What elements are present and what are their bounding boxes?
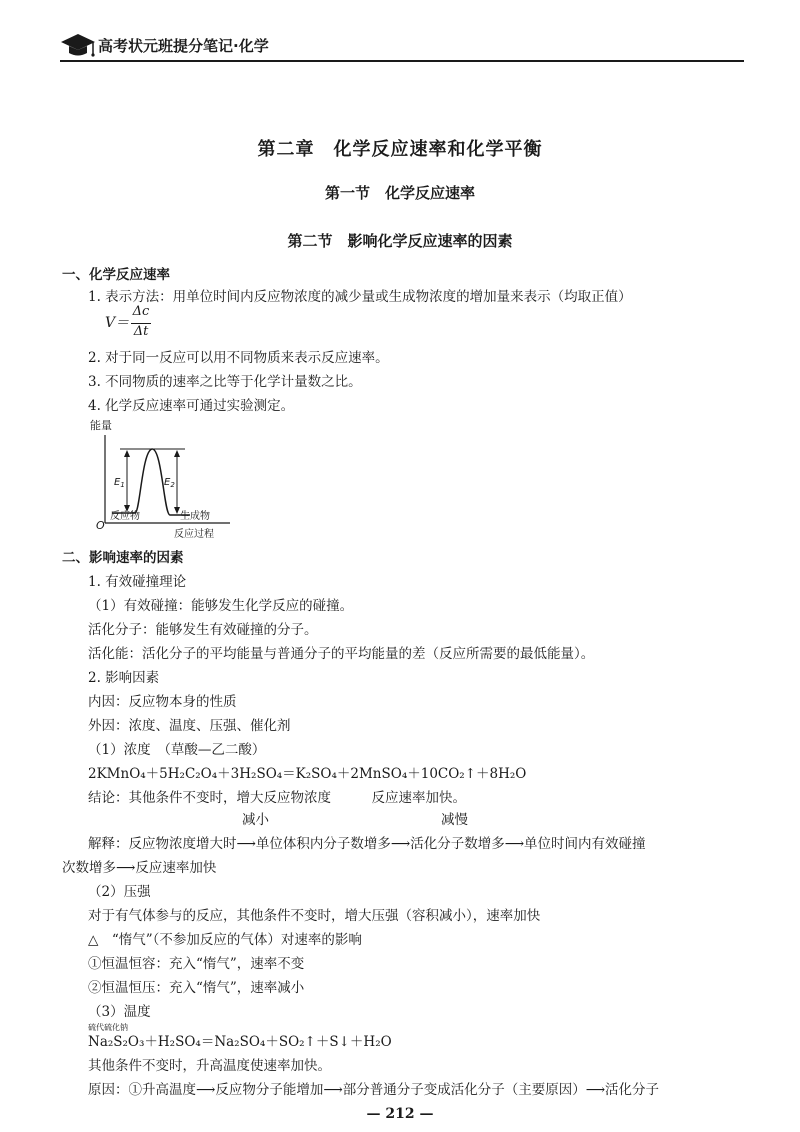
diagram-xlabel: 反应过程 <box>174 529 214 540</box>
part2-line5: 2. 影响因素 <box>88 670 160 686</box>
header-title: 高考状元班提分笔记·化学 <box>98 37 269 55</box>
part2-line11: 解释：反应物浓度增大时⟶单位体积内分子数增多⟶活化分子数增多⟶单位时间内有效碰撞 <box>88 836 646 852</box>
part2-line12: 次数增多⟶反应速率加快 <box>62 860 217 876</box>
part2-line15: △ “惰气”（不参加反应的气体）对速率的影响 <box>88 932 362 948</box>
section-1-title: 第一节 化学反应速率 <box>324 184 475 202</box>
equation-thiosulfate: Na₂S₂O₃＋H₂SO₄＝Na₂SO₄＋SO₂↑＋S↓＋H₂O <box>88 1034 392 1050</box>
part2-line14: 对于有气体参与的反应，其他条件不变时，增大压强（容积减小），速率加快 <box>88 908 541 924</box>
formula-denominator: Δt <box>133 324 149 339</box>
part2-line10b: 减慢 <box>441 812 468 828</box>
part2-line6: 内因：反应物本身的性质 <box>88 694 237 710</box>
e1-arrow-head-up <box>124 450 130 457</box>
part2-line1: 1. 有效碰撞理论 <box>88 574 187 590</box>
part2-line17: ②恒温恒压：充入“惰气”，速率减小 <box>88 980 305 996</box>
part1-item1: 1. 表示方法：用单位时间内反应物浓度的减少量或生成物浓度的增加量来表示（均取正值） <box>88 289 632 305</box>
part1-item2: 2. 对于同一反应可以用不同物质来表示反应速率。 <box>88 350 389 366</box>
rate-formula <box>105 304 150 339</box>
part2-line2: （1）有效碰撞：能够发生化学反应的碰撞。 <box>88 598 354 614</box>
page-number: — 212 — <box>366 1106 434 1122</box>
part2-line4: 活化能：活化分子的平均能量与普通分子的平均能量的差（反应所需要的最低能量）。 <box>88 646 595 662</box>
part1-item4: 4. 化学反应速率可通过实验测定。 <box>88 398 295 414</box>
part2-line8: （1）浓度 （草酸—乙二酸） <box>88 742 266 758</box>
equation-note: 硫代硫化钠 <box>88 1023 128 1032</box>
part2-line20: 原因：①升高温度⟶反应物分子能增加⟶部分普通分子变成活化分子（主要原因）⟶活化分子 <box>88 1082 660 1098</box>
part2-line18: （3）温度 <box>88 1004 151 1020</box>
energy-diagram <box>90 415 250 545</box>
e1-label: $E_1$ <box>114 477 125 489</box>
part2-line7: 外因：浓度、温度、压强、催化剂 <box>88 718 291 734</box>
chapter-title: 第二章 化学反应速率和化学平衡 <box>257 139 543 160</box>
equation-kmno4: 2KMnO₄＋5H₂C₂O₄＋3H₂SO₄＝K₂SO₄＋2MnSO₄＋10CO₂↑＋8H₂O <box>88 766 527 782</box>
part1-heading: 一、化学反应速率 <box>62 267 170 283</box>
part1-item3: 3. 不同物质的速率之比等于化学计量数之比。 <box>88 374 362 390</box>
header-rule <box>60 60 744 62</box>
part2-line13: （2）压强 <box>88 884 151 900</box>
e2-label: $E_2$ <box>164 477 175 489</box>
part2-line3: 活化分子：能够发生有效碰撞的分子。 <box>88 622 318 638</box>
part2-line19: 其他条件不变时，升高温度使速率加快。 <box>88 1058 331 1074</box>
part2-line10a: 减小 <box>242 812 269 828</box>
part2-heading: 二、影响速率的因素 <box>62 550 184 566</box>
product-label: 生成物 <box>180 511 210 522</box>
formula-lhs: V＝ <box>105 315 130 331</box>
graduation-cap-icon <box>60 32 96 58</box>
formula-numerator: Δc <box>132 304 150 319</box>
running-header <box>60 30 744 64</box>
e2-arrow-head-up <box>174 450 180 457</box>
part2-line16: ①恒温恒容：充入“惰气”，速率不变 <box>88 956 305 972</box>
part2-line9: 结论：其他条件不变时，增大反应物浓度 反应速率加快。 <box>88 790 466 806</box>
diagram-ylabel: 能量 <box>90 419 112 432</box>
diagram-origin: O <box>96 519 105 532</box>
reactant-label: 反应物 <box>110 511 140 522</box>
section-2-title: 第二节 影响化学反应速率的因素 <box>287 232 513 250</box>
